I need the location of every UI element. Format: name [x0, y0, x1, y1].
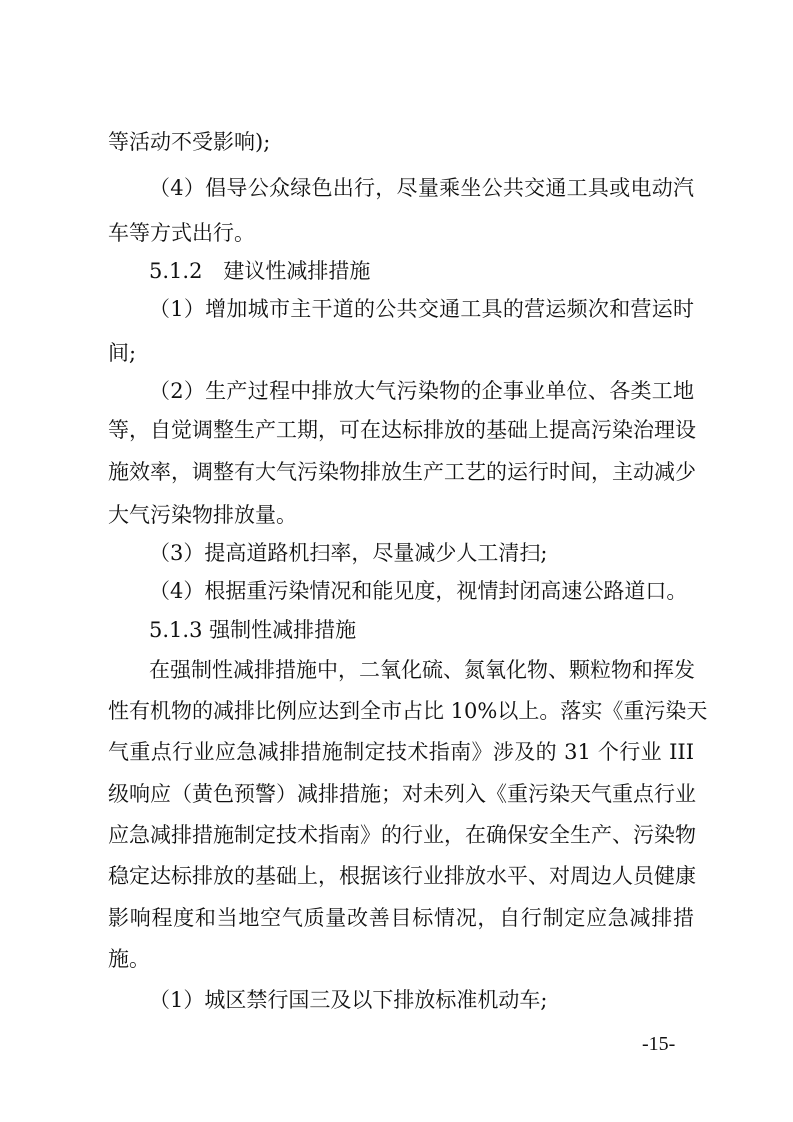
paragraph-line: 气重点行业应急减排措施制定技术指南》涉及的 31 个行业 III — [108, 740, 694, 764]
paragraph-line: 施效率，调整有大气污染物排放生产工艺的运行时间，主动减少 — [108, 460, 696, 484]
page-number: -15- — [642, 1033, 676, 1055]
paragraph-line: 等，自觉调整生产工期，可在达标排放的基础上提高污染治理设 — [108, 418, 696, 442]
paragraph-line: 施。 — [108, 947, 150, 971]
paragraph-line: 影响程度和当地空气质量改善目标情况，自行制定应急减排措 — [108, 906, 694, 930]
section-heading: 5.1.3 强制性减排措施 — [149, 618, 357, 642]
paragraph-line: 等活动不受影响); — [108, 130, 271, 154]
paragraph-line: （3）提高道路机扫率，尽量减少人工清扫; — [149, 541, 548, 565]
paragraph-line: 间; — [108, 341, 137, 365]
paragraph-line: （4）根据重污染情况和能见度，视情封闭高速公路道口。 — [149, 579, 688, 603]
paragraph-line: 大气污染物排放量。 — [108, 503, 297, 527]
paragraph-line: 在强制性减排措施中，二氧化硫、氮氧化物、颗粒物和挥发 — [149, 658, 695, 682]
paragraph-line: 级响应（黄色预警）减排措施；对未列入《重污染天气重点行业 — [108, 782, 696, 806]
section-heading: 5.1.2 建议性减排措施 — [149, 259, 371, 283]
paragraph-line: （4）倡导公众绿色出行，尽量乘坐公共交通工具或电动汽 — [149, 176, 694, 200]
paragraph-line: 应急减排措施制定技术指南》的行业，在确保安全生产、污染物 — [108, 823, 696, 847]
paragraph-line: 车等方式出行。 — [108, 221, 255, 245]
paragraph-line: 稳定达标排放的基础上，根据该行业排放水平、对周边人员健康 — [108, 864, 696, 888]
paragraph-line: （2）生产过程中排放大气污染物的企事业单位、各类工地 — [149, 379, 694, 403]
paragraph-line: 性有机物的减排比例应达到全市占比 10%以上。落实《重污染天 — [108, 699, 708, 723]
paragraph-line: （1）增加城市主干道的公共交通工具的营运频次和营运时 — [149, 297, 694, 321]
paragraph-line: （1）城区禁行国三及以下排放标准机动车; — [149, 988, 548, 1012]
